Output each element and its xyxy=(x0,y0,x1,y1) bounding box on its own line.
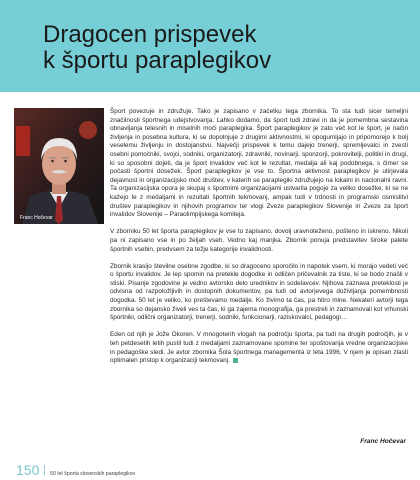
photo-caption: Franc Hočevar xyxy=(20,215,53,221)
page-number: 150 xyxy=(16,462,40,478)
publication-title: 50 let športa slovenskih paraplegikov xyxy=(50,471,136,477)
article-body xyxy=(110,108,408,374)
paragraph-4 xyxy=(110,331,408,365)
footer-divider xyxy=(44,465,45,475)
title-banner xyxy=(0,0,420,92)
paragraph-2: V zborniku 50 let športa paraplegikov je vse to zapisano, dovolj uravnoteženo, pošteno in iskreno. Nikoli pa ni zapisano vse in po željah vseh. Vedno kaj manjka. Zbornik ponuja predstavitev široke palete športnih vsebin, predvsem za težje kategorije invalidnosti. xyxy=(110,228,408,253)
title-line-1: Dragocen prispevek xyxy=(43,21,257,48)
paragraph-1: Šport povezuje in združuje. Tako je zapisano v začetku tega zbornika. To sta tudi sicer temeljni značilnosti športnega udejstvovanja. Lahko dodamo, da šport tudi zdravi in da je pomembna sestavina obnavljanja telesnih in miselnih moči paraplegika. Šport paraplegikov je zato več kot le šport, je način življenja in posebna kultura, ki se dopolnjuje z drugimi aktivnostmi, ki opogumljajo in pripomorejo k bolj veselemu življenju in dostojanstvu. Največji prispevek k temu dajejo trenerji, spremljevalci in zvesti osebni pomočniki, svojci, sodniki, organizatorji, zdravniki, novinarji, sponzorji, pokrovitelji, politiki in drugi, ki so sposobni dojeti, da je šport invalidov več kot le rezultat, medalja ali kaj podobnega, s čimer se počasti športni dosežek. Šport paraplegikov je vse to. Športna aktivnost paraplegikov je utirjevala dejavnost in organizacijsko moč društev, v katerih se paraplegiki združujejo na lokalni in nacionalni ravni. Ta organizacijska opora je skupaj s športnimi organizacijami ustvarila pogoje za veliko dosežke, ki se ne kažejo le z medaljami in rezultati športnih tekmovanj, ampak tudi v trdnosti in programski osmislitvi društev paraplegikov in njihovih programov ter vlogi Zveze paraplegikov Slovenije in Zveze za šport invalidov Slovenije – Paraolimpijskega komiteja. xyxy=(110,108,408,219)
portrait-photo xyxy=(14,108,104,224)
page-footer xyxy=(16,462,135,478)
paragraph-3: Zbornik krasijo številne osebne zgodbe, ki so dragoceno sporočilo in napotek vsem, ki morajo vedeti več o športu invalidov. Je lep spomin na pretekle dogodke in odličen pričevalnik za tiste, ki se bodo znašli v stiski. Pisanje zgodovine je vedno avtorsko delo urednikov in sodelavcev. Njihova zaznava preteklosti je odvisna od razpoložljivih in dostopnih dokumentov, pa tudi od avtorjevega doživljanja pomembnosti dogodka. 50 let je veliko, ko preštevamo medalje. Ko živimo ta čas, pa hitro mine. Nekateri avtorji tega zbornika so dejansko živeli ves ta čas, ki ga zajema monografija, ga prestreli in zaznamovali kot vrhunski športniki, odlični organizatorji, trenerji, sodniki, funkcionarji, raziskovalci, pedagogi… xyxy=(110,262,408,322)
page-title xyxy=(43,22,271,74)
paragraph-4-text: Eden od njih je Jože Okoren. V mnogoterih vlogah na področju športa, pa tudi na drugih področjih, je v teh petdesetih letih pustil tudi z medaljami zaznamovane spomine ter spoštovanja vredne organizacijske in pedagoške sledi. Je avtor zbornika Šola športnega managementa iz leta 1996, V njem je opisan zlasti optimalen pristop k organizaciji tekmovanj. xyxy=(110,331,408,365)
author-signature: Franc Hočevar xyxy=(360,438,406,445)
end-of-article-square-icon xyxy=(233,358,238,363)
portrait-image xyxy=(14,108,104,224)
title-line-2: k športu paraplegikov xyxy=(43,47,272,74)
